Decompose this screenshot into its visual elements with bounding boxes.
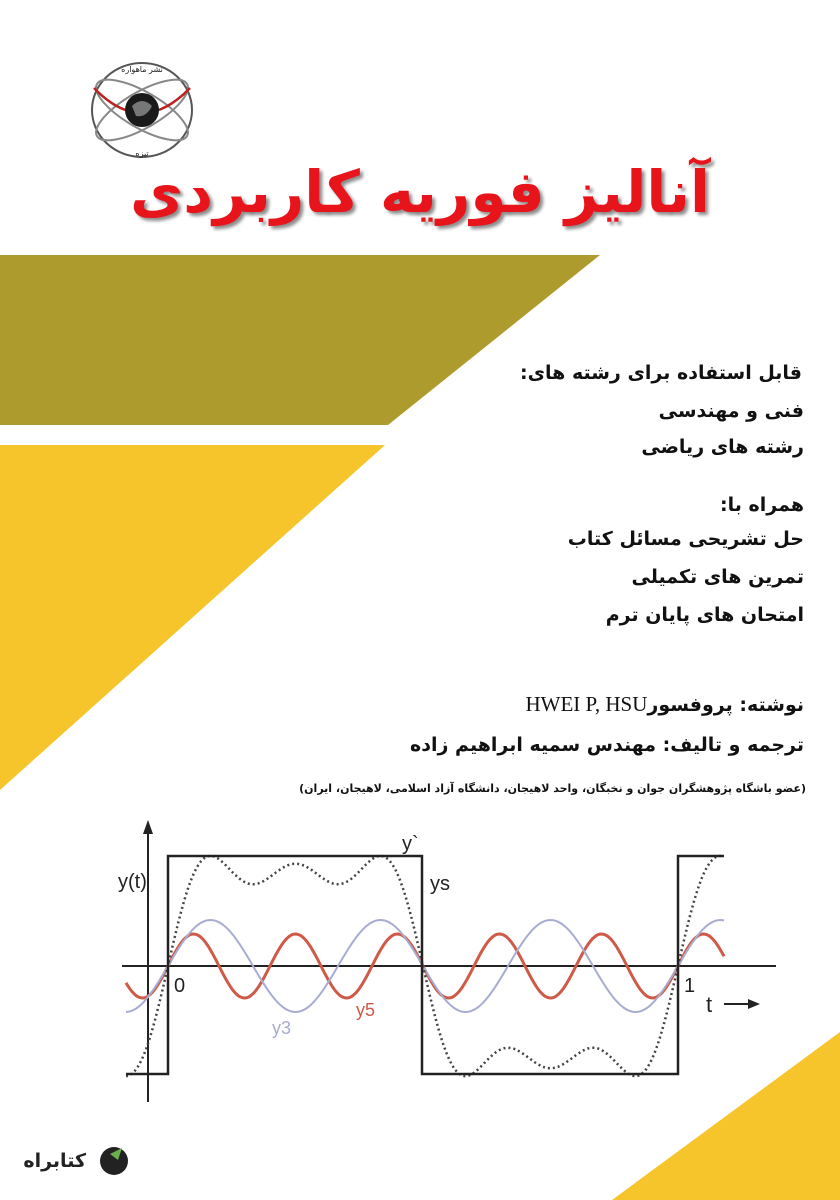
audience-item: رشته های ریاضی [641,436,804,458]
y-axis-label: y(t) [118,871,147,893]
audience-item: فنی و مهندسی [658,400,804,422]
label-one: 1 [684,975,696,997]
author-title: پروفسور [647,694,733,716]
author-name: HWEI P, HSU [525,692,648,716]
includes-item: امتحان های پایان ترم [605,604,804,626]
seal-text-top: نشر ماهواره [121,65,163,74]
includes-heading: همراه با: [720,494,804,516]
y-axis-arrow [143,820,153,834]
book-title: آنالیز فوریه کاربردی [130,158,710,226]
audience-heading: قابل استفاده برای رشته های: [520,362,802,384]
label-yprime: y` [402,833,419,855]
label-t: t [706,992,713,1017]
label-ys: ys [430,873,450,895]
t-arrow-head [748,999,760,1009]
includes-item: حل تشریحی مسائل کتاب [567,528,804,550]
label-zero: 0 [174,975,186,997]
author-label: نوشته: [739,694,804,716]
translator-line: ترجمه و تالیف: مهندس سمیه ابراهیم زاده [410,734,804,756]
label-y3: y3 [272,1018,292,1038]
seal-text-bottom: تیزه [135,149,149,158]
label-y5: y5 [356,1000,376,1020]
includes-item: تمرین های تکمیلی [631,566,804,588]
affiliation-note: (عضو باشگاه پژوهشگران جوان و نخبگان، واحد لاهیجان، دانشگاه آزاد اسلامی، لاهیجان، ایران) [299,782,806,795]
brand-name: کتابراه [23,1150,86,1172]
